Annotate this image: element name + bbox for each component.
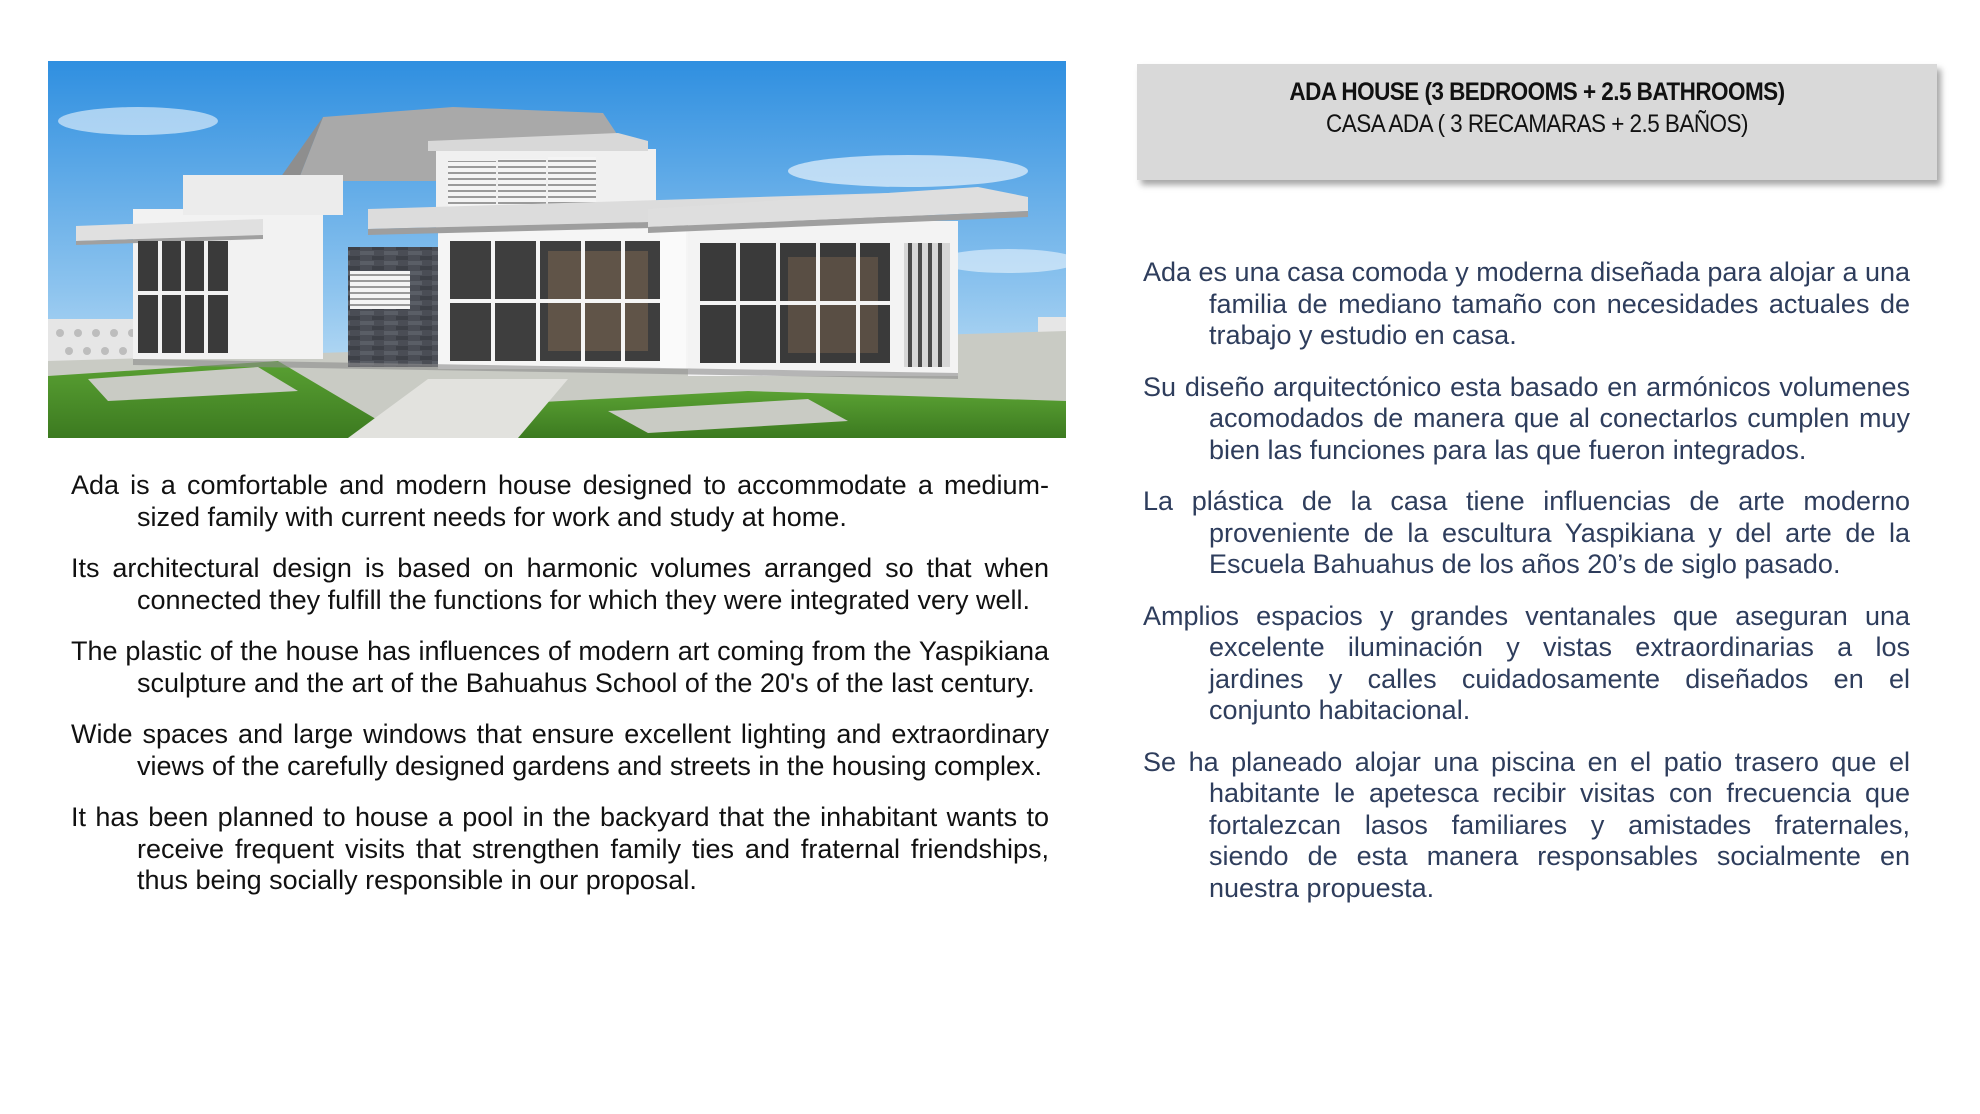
- english-description: [71, 470, 1049, 917]
- english-paragraph: The plastic of the house has influences of modern art coming from the Yaspikiana sculpture and the art of the Bahuahus School of the 20's of the last century.: [71, 636, 1049, 698]
- english-paragraph: It has been planned to house a pool in the backyard that the inhabitant wants to receive frequent visits that strengthen family ties and fraternal friendships, thus being socially responsible in our proposal.: [71, 802, 1049, 895]
- title-box: [1137, 64, 1937, 180]
- spanish-paragraph: Su diseño arquitectónico esta basado en armónicos volumenes acomodados de manera que al conectarlos cumplen muy bien las funciones para las que fueron integrados.: [1143, 371, 1910, 465]
- spanish-paragraph: Se ha planeado alojar una piscina en el patio trasero que el habitante le apetesca recibir visitas con frecuencia que fortalezcan lasos familiares y amistades fraternales, siendo de esta manera responsables socialmente en nuestra propuesta.: [1143, 746, 1910, 903]
- english-paragraph: Wide spaces and large windows that ensure excellent lighting and extraordinary views of the carefully designed gardens and streets in the housing complex.: [71, 719, 1049, 781]
- spanish-description: [1143, 257, 1910, 924]
- house-illustration: [48, 61, 1066, 438]
- spanish-paragraph: Amplios espacios y grandes ventanales que aseguran una excelente iluminación y vistas extraordinarias a los jardines y calles cuidadosamente diseñados en el conjunto habitacional.: [1143, 600, 1910, 725]
- english-paragraph: Its architectural design is based on harmonic volumes arranged so that when connected they fulfill the functions for which they were integrated very well.: [71, 553, 1049, 615]
- house-render-image: [48, 61, 1066, 438]
- spanish-paragraph: Ada es una casa comoda y moderna diseñada para alojar a una familia de mediano tamaño con necesidades actuales de trabajo y estudio en casa.: [1143, 257, 1911, 350]
- title-english: ADA HOUSE (3 BEDROOMS + 2.5 BATHROOMS): [1289, 78, 1785, 106]
- english-paragraph: Ada is a comfortable and modern house designed to accommodate a medium-sized family with current needs for work and study at home.: [71, 470, 1049, 532]
- title-spanish: CASA ADA ( 3 RECAMARAS + 2.5 BAÑOS): [1326, 110, 1748, 138]
- spanish-paragraph: La plástica de la casa tiene influencias de arte moderno proveniente de la escultura Yaspikiana y del arte de la Escuela Bahuahus de los años 20’s de siglo pasado.: [1143, 486, 1910, 579]
